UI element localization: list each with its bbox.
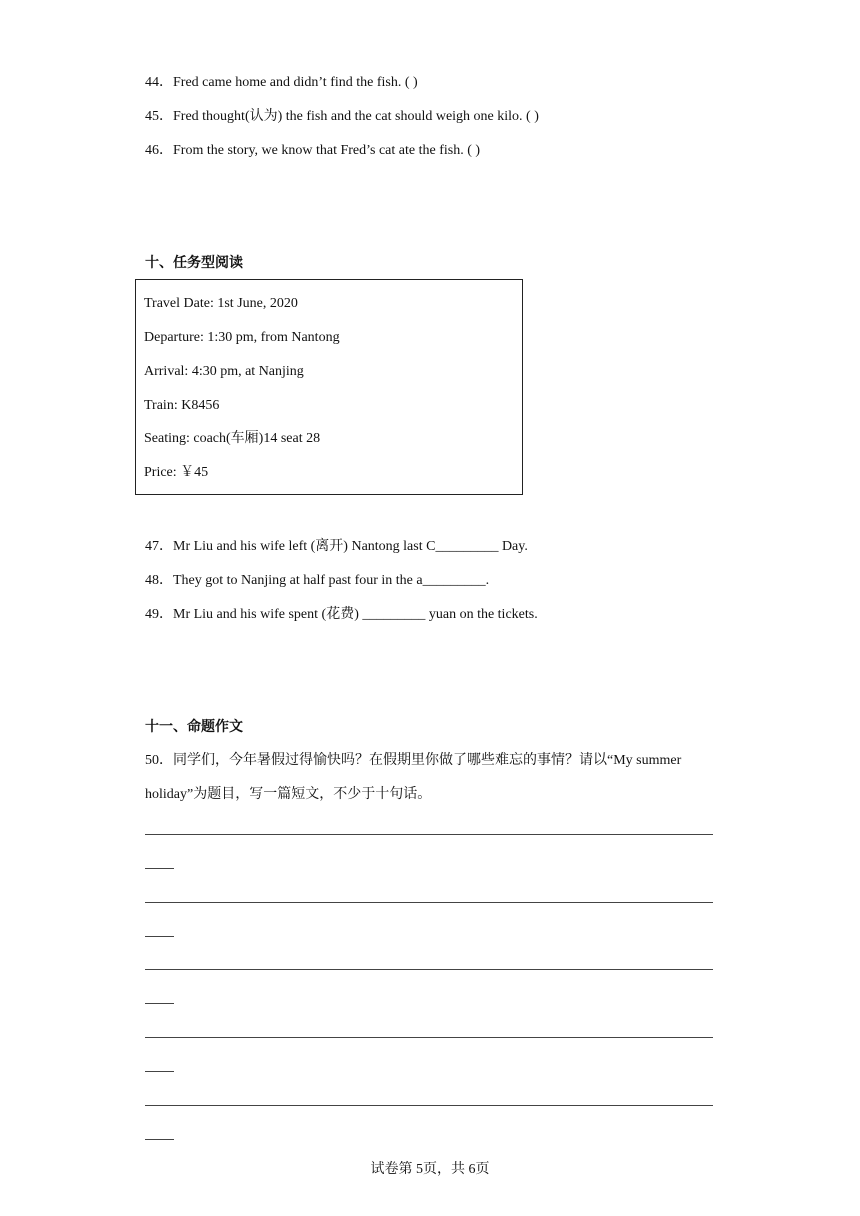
answer-line-stub	[145, 936, 174, 937]
answer-line[interactable]	[145, 1037, 713, 1038]
question-48: 48．They got to Nanjing at half past four in the a_________.	[145, 573, 490, 588]
question-46: 46．From the story, we know that Fred’s cat ate the fish. ( )	[145, 143, 481, 158]
ticket-arrival: Arrival: 4:30 pm, at Nanjing	[144, 364, 304, 379]
answer-line[interactable]	[145, 834, 713, 835]
question-49: 49．Mr Liu and his wife spent (花费) _________ yuan on the tickets.	[145, 607, 538, 622]
answer-line-stub	[145, 1139, 174, 1140]
section-11-heading: 十一、命题作文	[145, 719, 243, 735]
ticket-train: Train: K8456	[144, 398, 220, 413]
answer-line[interactable]	[145, 1105, 713, 1106]
question-47: 47．Mr Liu and his wife left (离开) Nantong last C_________ Day.	[145, 539, 528, 554]
ticket-price: Price: ￥45	[144, 465, 209, 480]
ticket-box	[135, 279, 523, 495]
question-45: 45．Fred thought(认为) the fish and the cat should weigh one kilo. ( )	[145, 109, 539, 124]
section-10-heading: 十、任务型阅读	[145, 255, 243, 271]
ticket-seating: Seating: coach(车厢)14 seat 28	[144, 431, 321, 446]
answer-line-stub	[145, 1071, 174, 1072]
answer-line[interactable]	[145, 902, 713, 903]
answer-line-stub	[145, 868, 174, 869]
writing-prompt-line-1: 50．同学们，今年暑假过得愉快吗？在假期里你做了哪些难忘的事情？请以“My summer	[145, 753, 682, 768]
ticket-departure: Departure: 1:30 pm, from Nantong	[144, 330, 340, 345]
answer-line-stub	[145, 1003, 174, 1004]
question-44: 44．Fred came home and didn’t find the fish. ( )	[145, 75, 418, 90]
ticket-travel-date: Travel Date: 1st June, 2020	[144, 296, 298, 311]
page-footer: 试卷第 5页，共 6页	[370, 1162, 490, 1177]
answer-line[interactable]	[145, 969, 713, 970]
writing-prompt-line-2: holiday”为题目，写一篇短文，不少于十句话。	[145, 787, 432, 802]
